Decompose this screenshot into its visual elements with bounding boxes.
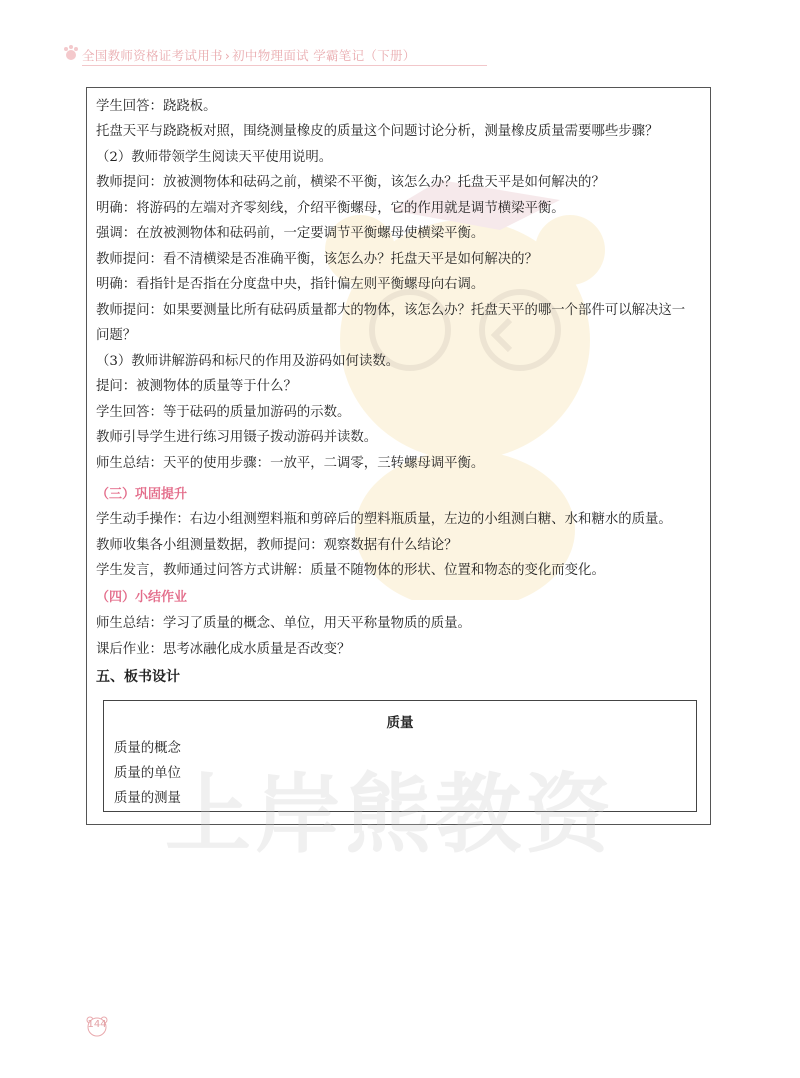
- part-heading: 五、板书设计: [96, 669, 180, 685]
- text-line: 师生总结：学习了质量的概念、单位，用天平称量物质的质量。: [96, 616, 471, 631]
- header-underline: [82, 65, 487, 66]
- text-line: （2）教师带领学生阅读天平使用说明。: [96, 150, 333, 165]
- board-title: 质量: [386, 715, 414, 731]
- text-line: （3）教师讲解游码和标尺的作用及游码如何读数。: [96, 354, 400, 369]
- text-line: 教师收集各小组测量数据，教师提问：观察数据有什么结论？: [96, 538, 458, 553]
- text-line: 教师提问：看不清横梁是否准确平衡，该怎么办？托盘天平是如何解决的？: [96, 252, 538, 267]
- section-heading: （三）巩固提升: [96, 487, 188, 502]
- text-line: 教师提问：如果要测量比所有砝码质量都大的物体，该怎么办？托盘天平的哪一个部件可以解决这一: [96, 303, 686, 318]
- text-line: 明确：将游码的左端对齐零刻线，介绍平衡螺母，它的作用就是调节横梁平衡。: [96, 201, 565, 216]
- section-heading: （四）小结作业: [96, 590, 188, 605]
- bear-paw-icon: [62, 44, 80, 62]
- text-line: 教师提问：放被测物体和砝码之前，横梁不平衡，该怎么办？托盘天平是如何解决的？: [96, 175, 605, 190]
- book-title: 全国教师资格证考试用书: [82, 48, 223, 63]
- text-line: 学生动手操作：右边小组测塑料瓶和剪碎后的塑料瓶质量，左边的小组测白糖、水和糖水的质量。: [96, 512, 672, 527]
- board-design-box: [103, 700, 697, 812]
- header-separator: ›: [224, 48, 231, 63]
- text-line: 托盘天平与跷跷板对照，围绕测量橡皮的质量这个问题讨论分析，测量橡皮质量需要哪些步骤？: [96, 124, 659, 139]
- board-item: 质量的单位: [114, 766, 181, 781]
- text-line: 学生回答：等于砝码的质量加游码的示数。: [96, 405, 351, 420]
- board-item: 质量的测量: [114, 791, 181, 806]
- text-line: 强调：在放被测物体和砝码前，一定要调节平衡螺母使横梁平衡。: [96, 226, 485, 241]
- book-subtitle: 初中物理面试 学霸笔记（下册）: [232, 48, 416, 63]
- text-line: 学生发言，教师通过问答方式讲解：质量不随物体的形状、位置和物态的变化而变化。: [96, 563, 605, 578]
- board-item: 质量的概念: [114, 741, 181, 756]
- text-line: 师生总结：天平的使用步骤：一放平，二调零，三转螺母调平衡。: [96, 456, 485, 471]
- brand-watermark: 上岸熊教资: [165, 765, 615, 865]
- text-line: 教师引导学生进行练习用镊子拨动游码并读数。: [96, 430, 378, 445]
- page-number: 144: [87, 1019, 107, 1030]
- text-line: 课后作业：思考冰融化成水质量是否改变？: [96, 642, 351, 657]
- text-line: 问题？: [96, 328, 137, 343]
- text-line: 学生回答：跷跷板。: [96, 99, 217, 114]
- header-text: [82, 46, 416, 64]
- page-header: [60, 42, 740, 68]
- page-number-badge: [86, 1015, 108, 1037]
- text-line: 明确：看指针是否指在分度盘中央，指针偏左则平衡螺母向右调。: [96, 277, 485, 292]
- text-line: 提问：被测物体的质量等于什么？: [96, 379, 297, 394]
